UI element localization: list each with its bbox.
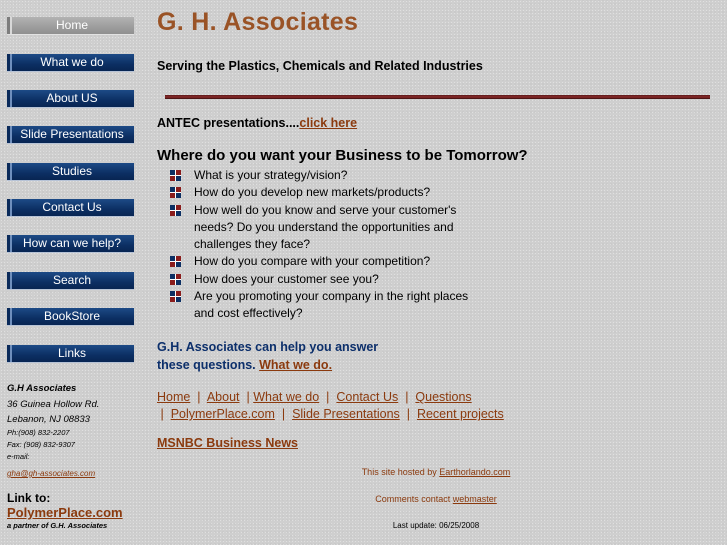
nav-how-can-we-help-button[interactable]: How can we help? bbox=[7, 235, 134, 252]
nav-bookstore-button[interactable]: BookStore bbox=[7, 308, 134, 325]
square-bullet-icon bbox=[170, 256, 181, 267]
link-separator: | bbox=[403, 407, 414, 421]
bottom-link-contact-us[interactable]: Contact Us bbox=[336, 390, 399, 404]
question-text: How does your customer see you? bbox=[194, 271, 379, 286]
bottom-links-row-2 bbox=[157, 406, 504, 423]
list-item bbox=[170, 288, 479, 323]
bottom-link-questions[interactable]: Questions bbox=[415, 390, 472, 404]
antec-line bbox=[157, 116, 357, 130]
link-separator: | bbox=[242, 390, 250, 404]
address-fax: Fax: (908) 832-9307 bbox=[7, 440, 75, 449]
company-address bbox=[7, 383, 142, 481]
partner-note: a partner of G.H. Associates bbox=[7, 521, 108, 530]
question-list bbox=[170, 167, 500, 323]
earthorlando-link[interactable]: Earthorlando.com bbox=[439, 467, 511, 477]
square-bullet-icon bbox=[170, 205, 181, 216]
square-bullet-icon bbox=[170, 274, 181, 285]
question-text: How do you compare with your competition? bbox=[194, 254, 431, 269]
comments-contact-text: Comments contact bbox=[375, 494, 451, 504]
hosted-by-text: This site hosted by bbox=[361, 467, 437, 477]
nav-contact-us-button[interactable]: Contact Us bbox=[7, 199, 134, 216]
square-bullet-icon bbox=[170, 187, 181, 198]
address-city: Lebanon, NJ 08833 bbox=[7, 414, 90, 425]
help-what-we-do-link[interactable]: What we do. bbox=[259, 358, 333, 372]
antec-text: ANTEC presentations.... bbox=[157, 116, 300, 130]
link-to-label: Link to: bbox=[7, 491, 51, 505]
list-item bbox=[170, 271, 500, 288]
nav-about-us-button[interactable]: About US bbox=[7, 90, 134, 107]
bottom-links-row-1 bbox=[157, 389, 504, 406]
nav-links-button[interactable]: Links bbox=[7, 345, 134, 362]
bottom-link-what-we-do[interactable]: What we do bbox=[253, 390, 320, 404]
polymerplace-link[interactable]: PolymerPlace.com bbox=[7, 505, 123, 520]
page-title: G. H. Associates bbox=[157, 8, 359, 36]
address-street: 36 Guinea Hollow Rd. bbox=[7, 399, 100, 410]
address-phone: Ph:(908) 832-2207 bbox=[7, 428, 70, 437]
square-bullet-icon bbox=[170, 291, 181, 302]
nav-what-we-do-button[interactable]: What we do bbox=[7, 54, 134, 71]
link-separator: | bbox=[322, 390, 333, 404]
help-statement bbox=[157, 338, 378, 374]
msnbc-business-news-link[interactable]: MSNBC Business News bbox=[157, 436, 299, 450]
help-line-2-wrap bbox=[157, 356, 378, 374]
help-line-1: G.H. Associates can help you answer bbox=[157, 340, 379, 354]
nav-slide-presentations-button[interactable]: Slide Presentations bbox=[7, 126, 134, 143]
horizontal-divider bbox=[165, 95, 710, 99]
link-to-section bbox=[7, 491, 123, 530]
address-company-name: G.H Associates bbox=[7, 383, 77, 394]
list-item bbox=[170, 253, 500, 270]
antec-click-here-link[interactable]: click here bbox=[299, 116, 358, 130]
link-separator: | bbox=[193, 390, 205, 404]
webmaster-link[interactable]: webmaster bbox=[452, 494, 497, 504]
square-bullet-icon bbox=[170, 170, 181, 181]
question-text: How well do you know and serve your customer's needs? Do you understand the opportunities and challenges they face? bbox=[194, 202, 457, 252]
nav-search-button[interactable]: Search bbox=[7, 272, 134, 289]
question-text: How do you develop new markets/products? bbox=[194, 185, 431, 200]
bottom-link-about[interactable]: About bbox=[206, 390, 240, 404]
bottom-links bbox=[157, 389, 504, 423]
bottom-link-slide-presentations[interactable]: Slide Presentations bbox=[292, 407, 400, 421]
link-separator: | bbox=[157, 407, 168, 421]
nav-home-button[interactable]: Home bbox=[7, 17, 134, 34]
comments-contact-note bbox=[300, 494, 572, 504]
question-text: Are you promoting your company in the right places and cost effectively? bbox=[194, 289, 469, 321]
link-separator: | bbox=[401, 390, 412, 404]
link-separator: | bbox=[278, 407, 289, 421]
bottom-link-recent-projects[interactable]: Recent projects bbox=[416, 407, 504, 421]
help-line-2: these questions. bbox=[157, 358, 256, 372]
nav-studies-button[interactable]: Studies bbox=[7, 163, 134, 180]
question-text: What is your strategy/vision? bbox=[194, 168, 348, 182]
hosted-by-note bbox=[300, 467, 572, 477]
list-item bbox=[170, 184, 500, 201]
address-email-link[interactable]: gha@gh-associates.com bbox=[7, 469, 96, 478]
bottom-link-home[interactable]: Home bbox=[157, 390, 191, 404]
page-subtitle: Serving the Plastics, Chemicals and Related Industries bbox=[157, 59, 483, 73]
list-item bbox=[170, 167, 500, 184]
main-question-heading: Where do you want your Business to be Tomorrow? bbox=[157, 147, 528, 164]
bottom-link-polymerplace[interactable]: PolymerPlace.com bbox=[170, 407, 275, 421]
list-item bbox=[170, 202, 484, 254]
last-update-note: Last update: 06/25/2008 bbox=[392, 521, 480, 530]
address-email-label: e-mail: bbox=[7, 452, 30, 461]
